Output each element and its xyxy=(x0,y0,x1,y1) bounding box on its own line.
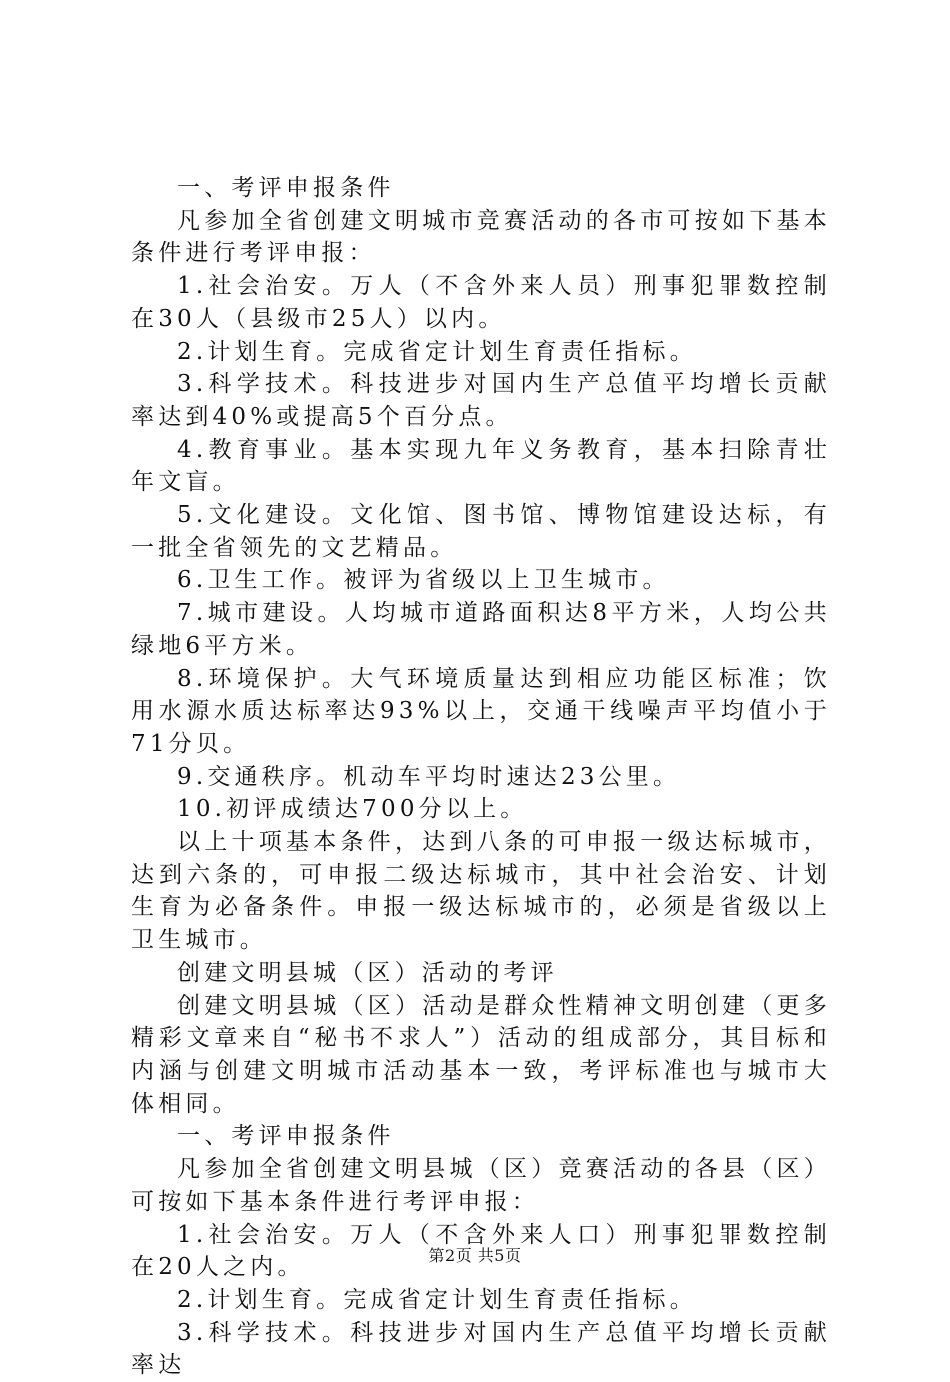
list-item: 2.计划生育。完成省定计划生育责任指标。 xyxy=(177,1286,697,1313)
list-item: 1.社会治安。万人（不含外来人员）刑事犯罪数控制在30人（县级市25人）以内。 xyxy=(131,273,831,332)
section-heading: 一、考评申报条件 xyxy=(177,175,395,201)
paragraph: 以上十项基本条件，达到八条的可申报一级达标城市，达到六条的，可申报二级达标城市，其中社会治安、计划生育为必备条件。申报一级达标城市的，必须是省级以上卫生城市。 xyxy=(131,829,831,954)
list-item: 3.科学技术。科技进步对国内生产总值平均增长贡献率达 xyxy=(131,1319,831,1379)
page-footer: 第2页 共5页 xyxy=(428,1246,522,1265)
paragraph: 凡参加全省创建文明县城（区）竞赛活动的各县（区）可按如下基本条件进行考评申报： xyxy=(131,1156,831,1215)
list-item: 7.城市建设。人均城市道路面积达8平方米，人均公共绿地6平方米。 xyxy=(131,600,831,659)
section-heading: 创建文明县城（区）活动的考评 xyxy=(177,959,558,986)
section-heading: 一、考评申报条件 xyxy=(177,1123,395,1150)
document-body xyxy=(131,172,831,1382)
list-item: 6.卫生工作。被评为省级以上卫生城市。 xyxy=(177,567,670,594)
list-item: 5.文化建设。文化馆、图书馆、博物馆建设达标，有一批全省领先的文艺精品。 xyxy=(131,502,831,561)
paragraph: 创建文明县城（区）活动是群众性精神文明创建（更多精彩文章来自“秘书不求人”）活动的组成部分，其目标和内涵与创建文明城市活动基本一致，考评标准也与城市大体相同。 xyxy=(131,992,831,1117)
paragraph: 凡参加全省创建文明城市竞赛活动的各市可按如下基本条件进行考评申报： xyxy=(131,207,831,267)
list-item: 2.计划生育。完成省定计划生育责任指标。 xyxy=(177,338,697,365)
list-item: 4.教育事业。基本实现九年义务教育，基本扫除青壮年文盲。 xyxy=(131,436,831,496)
list-item: 8.环境保护。大气环境质量达到相应功能区标准；饮用水源水质达标率达93%以上，交通干线噪声平均值小于71分贝。 xyxy=(131,665,831,757)
list-item: 1.社会治安。万人（不含外来人口）刑事犯罪数控制在20人之内。 xyxy=(131,1221,831,1281)
list-item: 3.科学技术。科技进步对国内生产总值平均增长贡献率达到40%或提高5个百分点。 xyxy=(131,371,831,430)
list-item: 10.初评成绩达700分以上。 xyxy=(177,796,528,823)
list-item: 9.交通秩序。机动车平均时速达23公里。 xyxy=(177,763,681,790)
